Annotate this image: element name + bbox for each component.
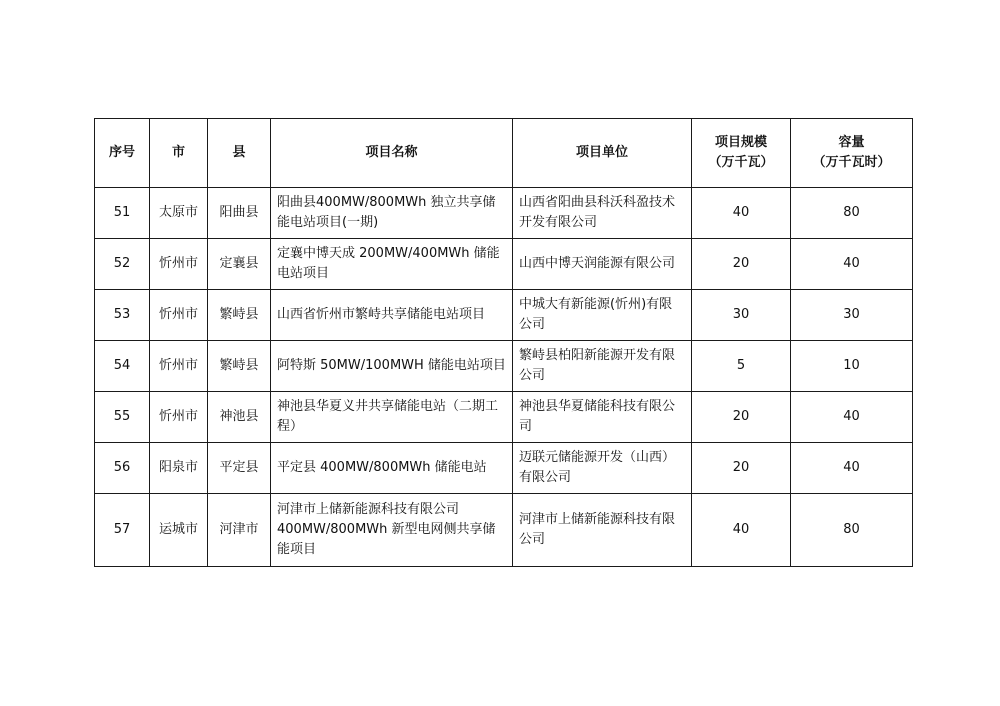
cell-project-name: 河津市上储新能源科技有限公司400MW/800MWh 新型电网侧共享储能项目	[271, 494, 513, 567]
cell-county: 河津市	[208, 494, 271, 567]
header-project-name: 项目名称	[271, 119, 513, 188]
cell-capacity: 40	[791, 239, 913, 290]
header-scale	[692, 119, 791, 188]
cell-capacity: 30	[791, 290, 913, 341]
cell-project-unit: 中城大有新能源(忻州)有限公司	[513, 290, 692, 341]
cell-county: 繁峙县	[208, 341, 271, 392]
cell-seq: 56	[95, 443, 150, 494]
cell-scale: 40	[692, 188, 791, 239]
header-capacity	[791, 119, 913, 188]
header-project-unit: 项目单位	[513, 119, 692, 188]
cell-project-unit: 神池县华夏储能科技有限公司	[513, 392, 692, 443]
cell-capacity: 80	[791, 494, 913, 567]
table-row	[95, 392, 913, 443]
cell-project-name: 阳曲县400MW/800MWh 独立共享储能电站项目(一期)	[271, 188, 513, 239]
cell-county: 阳曲县	[208, 188, 271, 239]
projects-table	[94, 118, 913, 567]
cell-capacity: 10	[791, 341, 913, 392]
cell-project-unit: 山西省阳曲县科沃科盈技术开发有限公司	[513, 188, 692, 239]
cell-seq: 55	[95, 392, 150, 443]
cell-scale: 40	[692, 494, 791, 567]
header-scale-line2: （万千瓦）	[708, 155, 774, 170]
cell-seq: 53	[95, 290, 150, 341]
cell-project-name: 平定县 400MW/800MWh 储能电站	[271, 443, 513, 494]
cell-project-unit: 迈联元储能源开发（山西）有限公司	[513, 443, 692, 494]
cell-city: 忻州市	[150, 341, 208, 392]
cell-seq: 52	[95, 239, 150, 290]
cell-seq: 54	[95, 341, 150, 392]
table-row	[95, 290, 913, 341]
cell-county: 神池县	[208, 392, 271, 443]
header-capacity-line1: 容量	[838, 135, 865, 150]
cell-city: 阳泉市	[150, 443, 208, 494]
cell-project-name: 阿特斯 50MW/100MWH 储能电站项目	[271, 341, 513, 392]
header-scale-line1: 项目规模	[714, 135, 767, 150]
cell-city: 忻州市	[150, 239, 208, 290]
cell-city: 太原市	[150, 188, 208, 239]
cell-capacity: 80	[791, 188, 913, 239]
cell-project-unit: 繁峙县柏阳新能源开发有限公司	[513, 341, 692, 392]
cell-city: 忻州市	[150, 290, 208, 341]
cell-project-unit: 河津市上储新能源科技有限公司	[513, 494, 692, 567]
cell-seq: 57	[95, 494, 150, 567]
table-row	[95, 188, 913, 239]
header-row	[95, 119, 913, 188]
cell-seq: 51	[95, 188, 150, 239]
header-city: 市	[150, 119, 208, 188]
table-row	[95, 341, 913, 392]
cell-capacity: 40	[791, 443, 913, 494]
cell-project-name: 神池县华夏义井共享储能电站（二期工程）	[271, 392, 513, 443]
cell-project-name: 定襄中博天成 200MW/400MWh 储能电站项目	[271, 239, 513, 290]
cell-county: 繁峙县	[208, 290, 271, 341]
cell-scale: 20	[692, 443, 791, 494]
header-county: 县	[208, 119, 271, 188]
header-capacity-line2: （万千瓦时）	[812, 155, 891, 170]
cell-scale: 30	[692, 290, 791, 341]
table-row	[95, 494, 913, 567]
cell-project-unit: 山西中博天润能源有限公司	[513, 239, 692, 290]
cell-city: 忻州市	[150, 392, 208, 443]
table-row	[95, 239, 913, 290]
header-seq: 序号	[95, 119, 150, 188]
cell-scale: 20	[692, 239, 791, 290]
cell-city: 运城市	[150, 494, 208, 567]
table-row	[95, 443, 913, 494]
cell-capacity: 40	[791, 392, 913, 443]
cell-scale: 5	[692, 341, 791, 392]
cell-scale: 20	[692, 392, 791, 443]
cell-project-name: 山西省忻州市繁峙共享储能电站项目	[271, 290, 513, 341]
cell-county: 定襄县	[208, 239, 271, 290]
cell-county: 平定县	[208, 443, 271, 494]
